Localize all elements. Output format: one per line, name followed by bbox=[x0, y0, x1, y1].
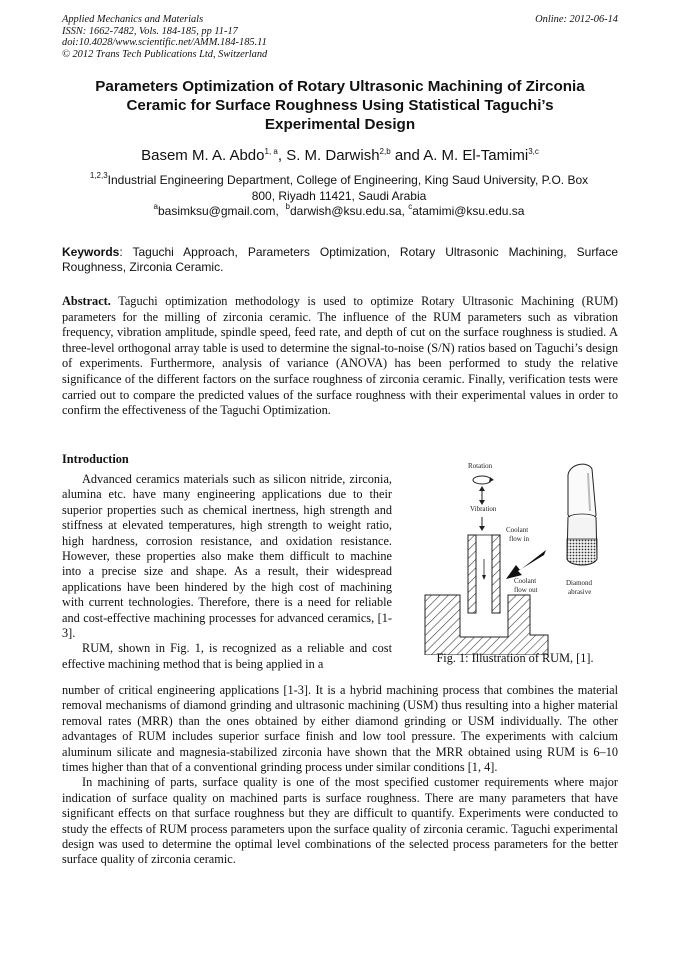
author-1: Basem M. A. Abdo bbox=[141, 147, 265, 164]
email-a-sup: a bbox=[153, 202, 158, 211]
flow-arrow-icon bbox=[482, 559, 486, 580]
email-b-sup: b bbox=[285, 202, 290, 211]
keywords-label: Keywords bbox=[62, 245, 120, 259]
issn-line: ISSN: 1662-7482, Vols. 184-185, pp 11-17 bbox=[62, 25, 238, 37]
author-3-sup: 3,c bbox=[528, 147, 539, 156]
diamond-core-drill-icon bbox=[567, 464, 597, 565]
diamond-abrasive-label-1: Diamond bbox=[566, 579, 593, 587]
title-line-3: Experimental Design bbox=[264, 116, 416, 133]
keywords-block bbox=[62, 245, 618, 274]
affiliation-line-1: Industrial Engineering Department, College of Engineering, King Saud University, P.O. Box bbox=[107, 173, 589, 187]
copyright-line: © 2012 Trans Tech Publications Ltd, Switzerland bbox=[62, 48, 268, 60]
intro-full-width bbox=[62, 683, 618, 868]
title-line-2: Ceramic for Surface Roughness Using Statistical Taguchi’s bbox=[126, 97, 554, 114]
intro-paragraph-2-continued: number of critical engineering applications [1-3]. It is a hybrid machining process that combines the material removal mechanisms of diamond grinding and ultrasonic machining (USM) thus resulting into a higher material removal rates (MRR) than the ones obtained by either diamond grinding or USM individually. The other advantages of RUM includes superior surface finish and low tool pressure. The experiments with calcium aluminum silicate and magnesia-stabilized zirconia have shown that the MRR obtained using RUM is 6–10 times higher than that of a conventional grinding process under similar conditions [1, 4]. bbox=[62, 683, 618, 775]
email-list bbox=[40, 204, 638, 220]
email-b[interactable]: darwish@ksu.edu.sa, bbox=[289, 204, 405, 218]
email-c[interactable]: atamimi@ksu.edu.sa bbox=[412, 204, 525, 218]
affiliation-line-2: 800, Riyadh 11421, Saudi Arabia bbox=[251, 188, 427, 203]
author-1-sup: 1, a bbox=[264, 147, 278, 156]
intro-left-column bbox=[62, 472, 392, 672]
intro-paragraph-3: In machining of parts, surface quality is one of the most specified customer requirements where major indication of surface quality on machined parts is surface roughness. There are many parameters that have significant effects on that surface roughness but they are difficult to quantify. Experiments were conducted to study the effects of RUM process parameters upon the surface quality of zirconia ceramic. Taguchi experimental design was used to determine the optimal level combinations of the selected process parameters for the better surface quality of zirconia ceramic. bbox=[62, 775, 618, 867]
coolant-out-label-2: flow out bbox=[514, 586, 538, 594]
affiliation bbox=[40, 173, 638, 220]
journal-name: Applied Mechanics and Materials bbox=[62, 14, 204, 25]
online-date: Online: 2012-06-14 bbox=[535, 14, 618, 25]
section-heading-introduction: Introduction bbox=[62, 452, 129, 466]
rotation-arrow-icon bbox=[473, 476, 494, 484]
author-2-sup: 2,b bbox=[379, 147, 391, 156]
diamond-abrasive-label-2: abrasive bbox=[568, 588, 592, 596]
rotation-label: Rotation bbox=[468, 462, 493, 470]
author-list: Basem M. A. Abdo$^{1, a}$, S. M. Darwish$^{2,b}$ and A. M. El-Tamimi$^{3,c}$ bbox=[141, 147, 539, 164]
rum-diagram bbox=[410, 455, 620, 655]
keywords-text: : Taguchi Approach, Parameters Optimization, Rotary Ultrasonic Machining, Surface Roughness, Zirconia Ceramic. bbox=[62, 245, 618, 274]
abstract-block bbox=[62, 294, 618, 419]
intro-paragraph-1: Advanced ceramics materials such as silicon nitride, zirconia, alumina etc. have many engineering applications due to their superior properties such as chemical inertness, high strength and stiffness at elevated temperatures, high strength to weight ratio, high hardness, corrosion resistance, and oxidation resistance. However, these properties also make them difficult to machine into a precise size and shape. As a result, their widespread applications have been hindered by the high cost of machining with current technologies. Therefore, there is a need for reliable and cost-effective machining processes for advanced ceramics, [1-3]. bbox=[62, 472, 392, 641]
email-c-sup: c bbox=[408, 202, 413, 211]
affiliation-sup: 1,2,3 bbox=[89, 171, 108, 180]
workpiece-icon bbox=[425, 595, 548, 655]
doi-line: doi:10.4028/www.scientific.net/AMM.184-185.11 bbox=[62, 37, 267, 49]
title-line-1: Parameters Optimization of Rotary Ultrasonic Machining of Zirconia bbox=[95, 78, 585, 95]
vibration-label: Vibration bbox=[470, 505, 497, 513]
email-a[interactable]: basimksu@gmail.com, bbox=[157, 204, 279, 218]
abstract-label: Abstract. bbox=[62, 294, 111, 308]
figure-rum-illustration bbox=[410, 455, 620, 655]
author-2: S. M. Darwish bbox=[286, 147, 380, 164]
paper-title bbox=[62, 77, 618, 134]
intro-paragraph-2-start: RUM, shown in Fig. 1, is recognized as a reliable and cost effective machining method that is being applied in a bbox=[62, 641, 392, 671]
coolant-in-label-1: Coolant bbox=[506, 526, 529, 534]
coolant-in-label-2: flow in bbox=[509, 535, 530, 543]
page-header bbox=[62, 14, 618, 60]
coolant-in-arrow-icon bbox=[506, 550, 546, 579]
abstract-text: Taguchi optimization methodology is used to optimize Rotary Ultrasonic Machining (RUM) parameters for the milling of zirconia ceramic. The influence of the RUM parameters such as vibration frequency, vibration amplitude, spindle speed, feed rate, and depth of cut on the surface roughness is studied. A three-level orthogonal array table is used to determine the signal-to-noise (S/N) ratios based on Taguchi’s design of experiments. Furthermore, analysis of variance (ANOVA) has been performed to study the relative significance of the different factors on the surface roughness of zirconia ceramic. Finally, verification tests were carried out to compare the predicted values of the surface roughness with their experimental values in order to confirm the effectiveness of the Taguchi Optimization. bbox=[62, 294, 618, 418]
figure-caption: Fig. 1: Illustration of RUM, [1]. bbox=[436, 651, 594, 665]
author-3: A. M. El-Tamimi bbox=[423, 147, 529, 164]
coolant-out-label-1: Coolant bbox=[514, 577, 537, 585]
